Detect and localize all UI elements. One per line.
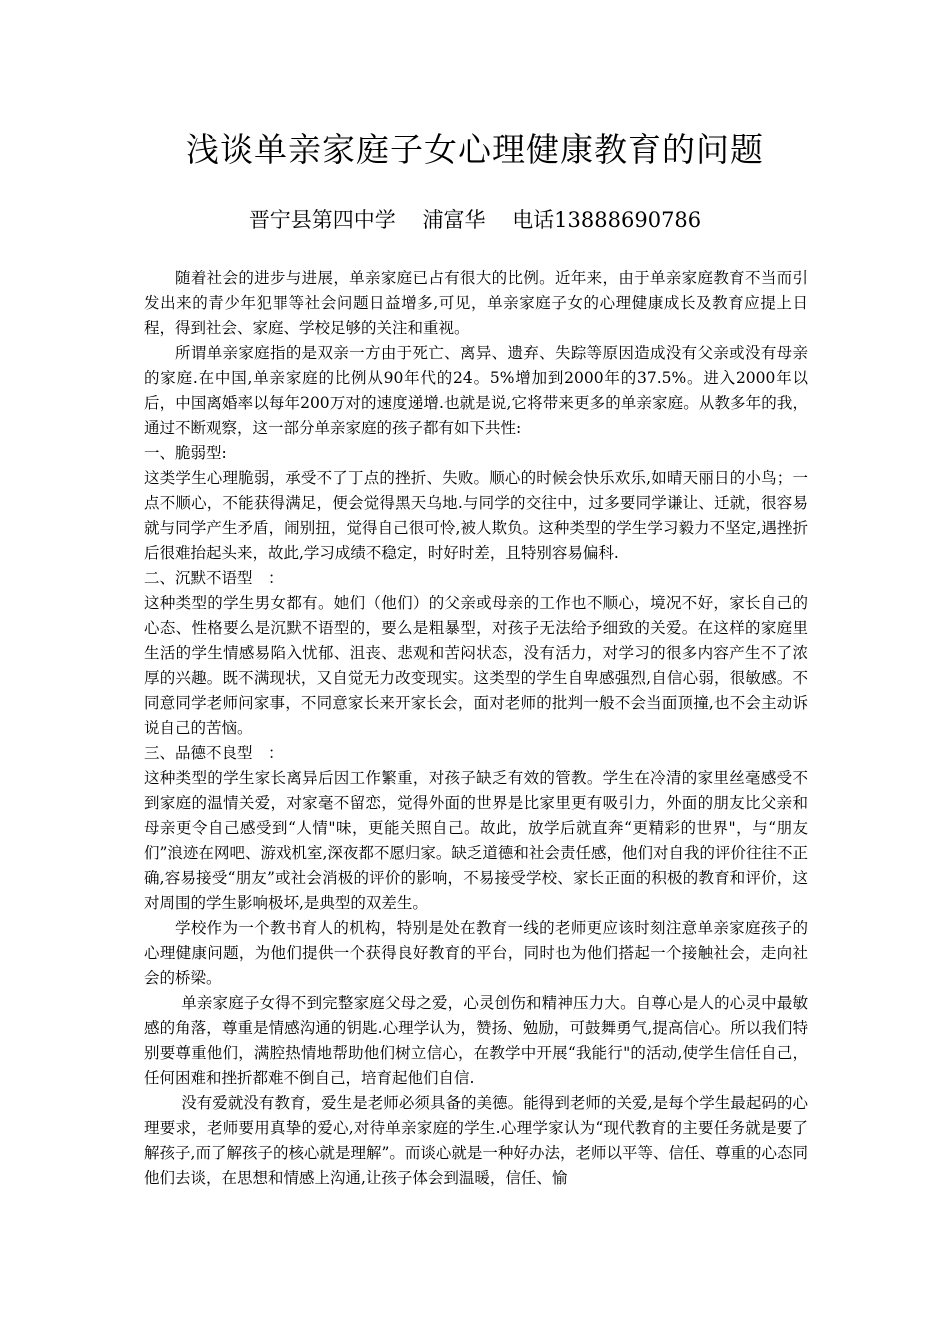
author-name: 浦富华: [422, 208, 486, 232]
author-byline: [0, 204, 950, 236]
document-title: 浅谈单亲家庭子女心理健康教育的问题: [186, 130, 764, 169]
school-name: 晋宁县第四中学: [248, 208, 396, 232]
paragraph-intro: 随着社会的进步与进展，单亲家庭已占有很大的比例。近年来，由于单亲家庭教育不当而引发出来的青少年犯罪等社会问题日益增多,可见，单亲家庭子女的心理健康成长及教育应提上日程，得到社会、家庭、学校足够的关注和重视。: [144, 269, 808, 337]
paragraph-fragile: 这类学生心理脆弱，承受不了丁点的挫折、失败。顺心的时候会快乐欢乐,如晴天丽日的小鸟；一点不顺心，不能获得满足，便会觉得黑天乌地.与同学的交往中，过多要同学谦让、迁就，很容易就与同学产生矛盾，闹别扭，觉得自己很可怜,被人欺负。这种类型的学生学习毅力不坚定,遇挫折后很难抬起头来，故此,学习成绩不稳定，时好时差，且特别容易偏科.: [144, 469, 808, 562]
document-body: [144, 266, 808, 1191]
paragraph-love: 没有爱就没有教育，爱生是老师必须具备的美德。能得到老师的关爱,是每个学生最起码的心理要求，老师要用真挚的爱心,对待单亲家庭的学生.心理学家认为“现代教育的主要任务就是要了解孩子,而了解孩子的核心就是理解”。而谈心就是一种好办法，老师以平等、信任、尊重的心态同他们去谈，在思想和情感上沟通,让孩子体会到温暖，信任、愉: [144, 1094, 808, 1187]
section-heading-misconduct: 三、品德不良型 ：: [144, 744, 284, 762]
paragraph-school-role: 学校作为一个教书育人的机构，特别是处在教育一线的老师更应该时刻注意单亲家庭孩子的心理健康问题，为他们提供一个获得良好教育的平台，同时也为他们搭起一个接触社会，走向社会的桥梁。: [144, 919, 808, 987]
paragraph-definition: 所谓单亲家庭指的是双亲一方由于死亡、离异、遗弃、失踪等原因造成没有父亲或没有母亲的家庭.在中国,单亲家庭的比例从90年代的24。5%增加到2000年的37.5%。进入2000年以后，中国离婚率以每年200万对的速度递增.也就是说,它将带来更多的单亲家庭。从教多年的我，通过不断观察，这一部分单亲家庭的孩子都有如下共性:: [144, 344, 808, 437]
section-heading-silent: 二、沉默不语型 ：: [144, 569, 284, 587]
section-heading-fragile: 一、脆弱型:: [144, 444, 227, 462]
paragraph-misconduct: 这种类型的学生家长离异后因工作繁重，对孩子缺乏有效的管教。学生在冷清的家里丝毫感受不到家庭的温情关爱，对家毫不留恋，觉得外面的世界是比家里更有吸引力，外面的朋友比父亲和母亲更令自己感受到“人情"味，更能关照自己。故此，放学后就直奔“更精彩的世界"，与“朋友们”浪迹在网吧、游戏机室,深夜都不愿归家。缺乏道德和社会责任感，他们对自我的评价往往不正确,容易接受“朋友”或社会消极的评价的影响，不易接受学校、家长正面的积极的教育和评价，这对周围的学生影响极坏,是典型的双差生。: [144, 769, 808, 912]
paragraph-silent: 这种类型的学生男女都有。她们（他们）的父亲或母亲的工作也不顺心，境况不好，家长自己的心态、性格要么是沉默不语型的，要么是粗暴型，对孩子无法给予细致的关爱。在这样的家庭里生活的学生情感易陷入忧郁、沮丧、悲观和苦闷状态，没有活力，对学习的很多内容产生不了浓厚的兴趣。既不满现状，又自觉无力改变现实。这类型的学生自卑感强烈,自信心弱，很敏感。不同意同学老师问家事，不同意家长来开家长会，面对老师的批判一般不会当面顶撞,也不会主动诉说自己的苦恼。: [144, 594, 808, 737]
author-phone: 电话13888690786: [512, 208, 702, 232]
paragraph-respect: 单亲家庭子女得不到完整家庭父母之爱，心灵创伤和精神压力大。自尊心是人的心灵中最敏感的角落，尊重是情感沟通的钥匙.心理学认为，赞扬、勉励，可鼓舞勇气,提高信心。所以我们特别要尊重他们，满腔热情地帮助他们树立信心，在教学中开展“我能行"的活动,使学生信任自己，任何困难和挫折都难不倒自己，培育起他们自信.: [144, 994, 808, 1087]
